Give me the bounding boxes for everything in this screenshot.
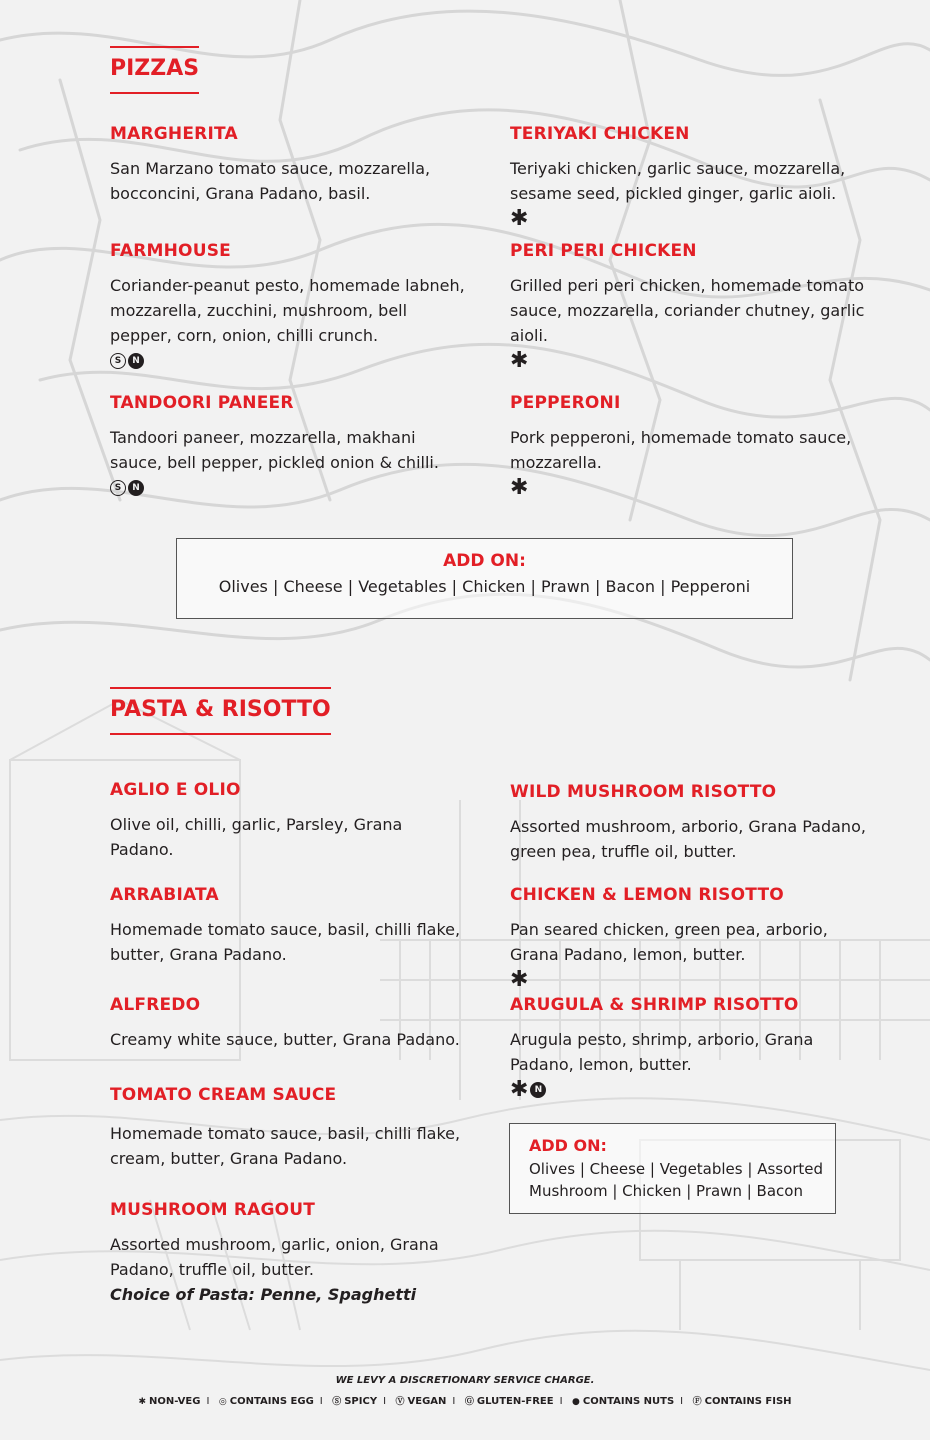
menu-item xyxy=(110,1085,470,1171)
legend-separator: I xyxy=(319,1396,323,1407)
item-name: TOMATO CREAM SAUCE xyxy=(110,1085,337,1105)
item-description: San Marzano tomato sauce, mozzarella, bocconcini, Grana Padano, basil. xyxy=(110,159,431,204)
legend-separator: I xyxy=(452,1396,456,1407)
pasta-addon-box xyxy=(509,1123,836,1214)
item-name: PERI PERI CHICKEN xyxy=(510,241,697,261)
contains-nuts-icon: N xyxy=(128,353,144,369)
item-description: Tandoori paneer, mozzarella, makhani sauce, bell pepper, pickled onion & chilli. xyxy=(110,428,439,473)
legend-separator: I xyxy=(680,1396,684,1407)
item-description: Assorted mushroom, arborio, Grana Padano, green pea, truffle oil, butter. xyxy=(510,817,866,862)
item-name: ARRABIATA xyxy=(110,885,219,905)
addon-list: Olives | Cheese | Vegetables | Assorted Mushroom | Chicken | Prawn | Bacon xyxy=(529,1160,824,1200)
legend-separator: I xyxy=(206,1396,210,1407)
menu-item xyxy=(510,124,870,230)
item-description: Pan seared chicken, green pea, arborio, Grana Padano, lemon, butter. xyxy=(510,920,828,965)
spicy-icon: Ⓢ xyxy=(332,1397,342,1407)
item-name: MUSHROOM RAGOUT xyxy=(110,1200,316,1220)
item-name: ARUGULA & SHRIMP RISOTTO xyxy=(510,995,799,1015)
item-name: FARMHOUSE xyxy=(110,241,231,261)
legend-label: NON-VEG xyxy=(149,1396,201,1407)
menu-item xyxy=(110,124,470,206)
legend-item xyxy=(396,1396,447,1407)
legend-label: SPICY xyxy=(344,1396,378,1407)
addon-title: ADD ON: xyxy=(529,1136,607,1155)
menu-item xyxy=(110,780,470,862)
gluten-free-icon: Ⓖ xyxy=(464,1397,474,1407)
item-description: Homemade tomato sauce, basil, chilli flake, cream, butter, Grana Padano. xyxy=(110,1124,461,1169)
item-name: TERIYAKI CHICKEN xyxy=(510,124,690,144)
non-veg-icon: ✱ xyxy=(510,206,529,232)
item-name: PEPPERONI xyxy=(510,393,621,413)
menu-item xyxy=(510,885,870,991)
addon-list: Olives | Cheese | Vegetables | Chicken | Prawn | Bacon | Pepperoni xyxy=(218,577,751,596)
dietary-legend xyxy=(0,1394,930,1407)
vegan-icon: Ⓥ xyxy=(395,1397,405,1407)
menu-item xyxy=(110,885,470,967)
item-name: CHICKEN & LEMON RISOTTO xyxy=(510,885,784,905)
menu-item xyxy=(510,995,870,1101)
menu-item xyxy=(110,1200,470,1307)
legend-separator: I xyxy=(383,1396,387,1407)
menu-item xyxy=(110,393,470,499)
item-description: Olive oil, chilli, garlic, Parsley, Grana Padano. xyxy=(110,815,403,860)
non-veg-icon: ✱ xyxy=(510,1077,529,1103)
addon-title: ADD ON: xyxy=(443,551,526,571)
non-veg-icon: ✱ xyxy=(510,475,529,501)
menu-item xyxy=(110,995,490,1052)
legend-label: CONTAINS FISH xyxy=(704,1396,792,1407)
contains-fish-icon: Ⓕ xyxy=(692,1397,702,1407)
pizzas-section-header xyxy=(110,46,199,94)
item-description: Teriyaki chicken, garlic sauce, mozzarella, sesame seed, pickled ginger, garlic aioli. xyxy=(510,159,846,204)
legend-label: CONTAINS NUTS xyxy=(582,1396,675,1407)
legend-label: CONTAINS EGG xyxy=(229,1396,314,1407)
item-name: ALFREDO xyxy=(110,995,201,1015)
pasta-section-header xyxy=(110,687,331,735)
menu-item xyxy=(510,393,870,499)
item-description: Pork pepperoni, homemade tomato sauce, mozzarella. xyxy=(510,428,852,473)
item-description: Creamy white sauce, butter, Grana Padano. xyxy=(110,1030,460,1050)
item-name: MARGHERITA xyxy=(110,124,238,144)
non-veg-icon: ✱ xyxy=(510,967,529,993)
item-description: Coriander-peanut pesto, homemade labneh, mozzarella, zucchini, mushroom, bell pepper, corn, onion, chilli crunch. xyxy=(110,276,465,346)
item-description: Homemade tomato sauce, basil, chilli flake, butter, Grana Padano. xyxy=(110,920,461,965)
non-veg-icon: ✱ xyxy=(138,1397,147,1407)
legend-item xyxy=(465,1396,554,1407)
pizzas-title: PIZZAS xyxy=(110,46,199,94)
legend-label: GLUTEN-FREE xyxy=(476,1396,554,1407)
item-description: Assorted mushroom, garlic, onion, Grana Padano, truffle oil, butter. xyxy=(110,1235,439,1280)
legend-separator: I xyxy=(559,1396,563,1407)
spicy-icon: S xyxy=(110,353,126,369)
legend-label: VEGAN xyxy=(407,1396,447,1407)
service-charge-note: WE LEVY A DISCRETIONARY SERVICE CHARGE. xyxy=(335,1375,595,1386)
contains-egg-icon: ◎ xyxy=(218,1397,227,1407)
menu-item xyxy=(510,782,870,864)
pizza-addon-box xyxy=(176,538,793,619)
legend-item xyxy=(219,1396,314,1407)
item-name: WILD MUSHROOM RISOTTO xyxy=(510,782,777,802)
menu-item xyxy=(110,241,470,372)
item-description: Grilled peri peri chicken, homemade tomato sauce, mozzarella, coriander chutney, garlic aioli. xyxy=(510,276,865,346)
legend-item xyxy=(572,1396,674,1407)
legend-item xyxy=(138,1396,200,1407)
menu-item xyxy=(510,241,870,372)
spicy-icon: S xyxy=(110,480,126,496)
contains-nuts-icon: N xyxy=(530,1082,546,1098)
item-name: TANDOORI PANEER xyxy=(110,393,294,413)
legend-item xyxy=(332,1396,377,1407)
contains-nuts-icon: N xyxy=(128,480,144,496)
legend-item xyxy=(693,1396,792,1407)
pasta-title: PASTA & RISOTTO xyxy=(110,687,331,735)
pasta-choice-note: Choice of Pasta: Penne, Spaghetti xyxy=(110,1285,417,1305)
non-veg-icon: ✱ xyxy=(510,348,529,374)
item-name: AGLIO E OLIO xyxy=(110,780,241,800)
contains-nuts-icon: ● xyxy=(572,1397,580,1407)
item-description: Arugula pesto, shrimp, arborio, Grana Padano, lemon, butter. xyxy=(510,1030,814,1075)
